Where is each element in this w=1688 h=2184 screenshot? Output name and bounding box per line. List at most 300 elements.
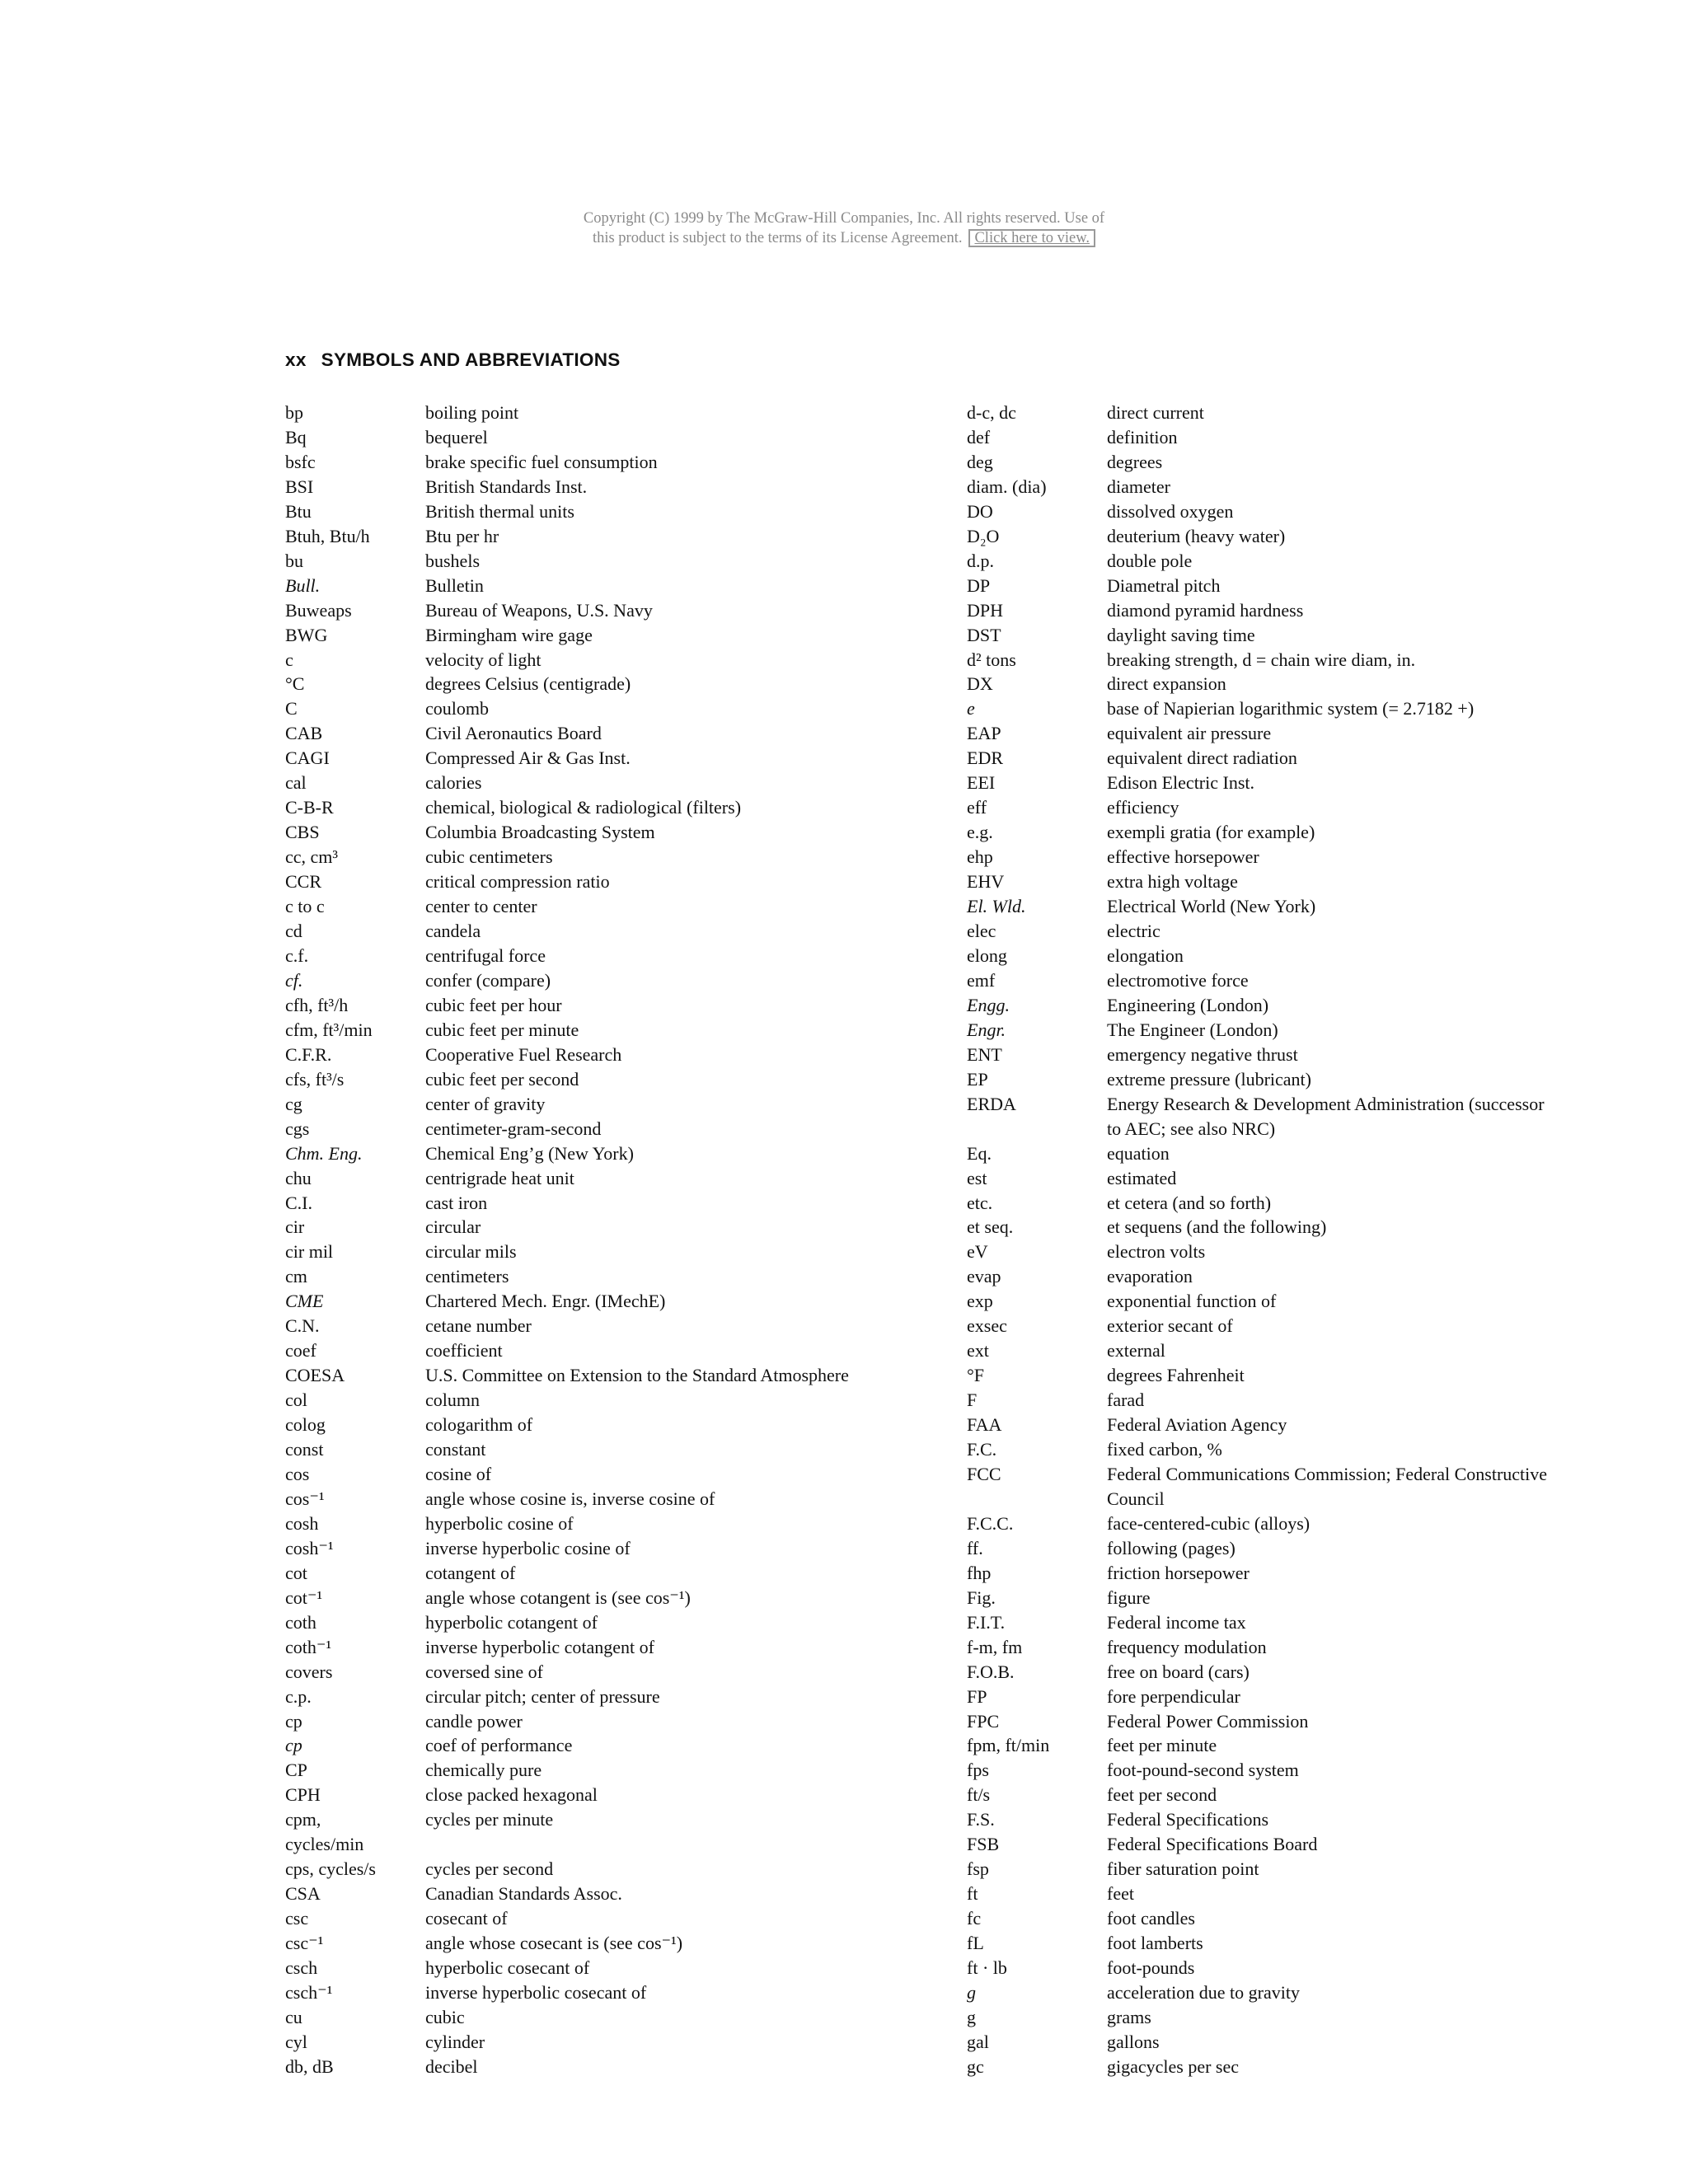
abbreviation-term: eff bbox=[967, 797, 987, 818]
abbreviation-definition: Bureau of Weapons, U.S. Navy bbox=[425, 599, 653, 621]
abbreviation-term: CPH bbox=[285, 1784, 321, 1806]
abbreviation-definition: critical compression ratio bbox=[425, 871, 610, 893]
abbreviation-entry bbox=[285, 820, 920, 845]
abbreviation-definition: constant bbox=[425, 1439, 486, 1460]
abbreviation-entry bbox=[285, 1511, 920, 1536]
abbreviation-term: FCC bbox=[967, 1463, 1001, 1484]
abbreviation-definition: effective horsepower bbox=[1107, 846, 1259, 868]
abbreviation-definition: diameter bbox=[1107, 476, 1170, 497]
abbreviation-term: emf bbox=[967, 969, 996, 991]
abbreviation-definition: cosine of bbox=[425, 1463, 492, 1484]
abbreviation-term: const bbox=[285, 1439, 324, 1460]
abbreviation-definition: Federal Specifications bbox=[1107, 1809, 1269, 1830]
abbreviation-definition: double pole bbox=[1107, 550, 1193, 571]
abbreviation-term: cot bbox=[285, 1562, 307, 1583]
abbreviation-entry bbox=[285, 1561, 920, 1586]
abbreviation-entry bbox=[967, 1882, 1601, 1906]
abbreviation-entry bbox=[285, 1437, 920, 1462]
abbreviation-entry bbox=[967, 1857, 1601, 1882]
abbreviation-term: c bbox=[285, 649, 293, 670]
abbreviation-term: CME bbox=[285, 1291, 324, 1312]
abbreviation-entry bbox=[285, 1215, 920, 1240]
abbreviation-entry bbox=[967, 1511, 1601, 1536]
abbreviation-entry bbox=[967, 475, 1601, 499]
abbreviation-term: diam. (dia) bbox=[967, 476, 1047, 497]
abbreviation-term: fL bbox=[967, 1933, 984, 1954]
abbreviation-definition: Btu per hr bbox=[425, 525, 499, 546]
abbreviation-term: cgs bbox=[285, 1118, 310, 1139]
abbreviation-term: est bbox=[967, 1167, 987, 1188]
abbreviation-definition: exterior secant of bbox=[1107, 1315, 1233, 1337]
abbreviation-term: FSB bbox=[967, 1834, 1000, 1855]
abbreviation-entry bbox=[967, 1685, 1601, 1709]
abbreviation-definition: cubic bbox=[425, 2006, 465, 2027]
page-header bbox=[285, 349, 621, 371]
abbreviation-entry bbox=[285, 549, 920, 574]
abbreviation-term: fhp bbox=[967, 1562, 992, 1583]
abbreviation-entry bbox=[285, 1733, 920, 1758]
abbreviation-term: F.S. bbox=[967, 1809, 995, 1830]
abbreviation-entry bbox=[285, 499, 920, 524]
abbreviation-term: elong bbox=[967, 944, 1007, 966]
abbreviation-entry bbox=[285, 1783, 920, 1807]
abbreviation-entry bbox=[967, 2005, 1601, 2030]
abbreviation-entry bbox=[285, 1758, 920, 1783]
abbreviation-entry bbox=[285, 1166, 920, 1191]
abbreviation-term: ENT bbox=[967, 1043, 1002, 1065]
abbreviation-definition: cetane number bbox=[425, 1315, 532, 1337]
abbreviation-entry bbox=[967, 1363, 1601, 1388]
abbreviation-entry bbox=[967, 1487, 1601, 1511]
abbreviation-definition: estimated bbox=[1107, 1167, 1177, 1188]
abbreviation-term: ff. bbox=[967, 1537, 983, 1558]
abbreviation-term: DO bbox=[967, 500, 993, 522]
abbreviation-definition: center to center bbox=[425, 896, 537, 917]
abbreviation-entry bbox=[285, 598, 920, 623]
abbreviation-definition: extra high voltage bbox=[1107, 871, 1238, 893]
abbreviation-definition: boiling point bbox=[425, 402, 519, 423]
abbreviation-entry bbox=[967, 1166, 1601, 1191]
abbreviation-term: covers bbox=[285, 1661, 333, 1682]
abbreviation-term: d² tons bbox=[967, 649, 1016, 670]
abbreviation-entry bbox=[967, 1906, 1601, 1931]
abbreviation-term: CAGI bbox=[285, 748, 330, 769]
abbreviation-entry bbox=[285, 1141, 920, 1166]
abbreviation-term: cos bbox=[285, 1463, 310, 1484]
abbreviation-entry bbox=[285, 1536, 920, 1561]
abbreviation-definition: Energy Research & Development Administration (successor bbox=[1107, 1093, 1545, 1114]
abbreviation-entry bbox=[967, 1289, 1601, 1314]
abbreviation-term: C bbox=[285, 698, 298, 719]
abbreviation-definition: acceleration due to gravity bbox=[1107, 1982, 1300, 2003]
abbreviation-entry bbox=[967, 1141, 1601, 1166]
abbreviation-definition: hyperbolic cosine of bbox=[425, 1512, 574, 1534]
abbreviation-definition: grams bbox=[1107, 2006, 1151, 2027]
abbreviation-term: ft · lb bbox=[967, 1957, 1007, 1979]
abbreviation-entry bbox=[285, 623, 920, 648]
abbreviation-term: CSA bbox=[285, 1883, 321, 1905]
abbreviation-entry bbox=[967, 1956, 1601, 1980]
abbreviation-entry bbox=[285, 968, 920, 993]
abbreviation-definition: inverse hyperbolic cosine of bbox=[425, 1537, 631, 1558]
abbreviation-term: CAB bbox=[285, 723, 323, 744]
abbreviation-term: csch bbox=[285, 1957, 318, 1979]
abbreviation-entry bbox=[967, 598, 1601, 623]
abbreviation-definition: frequency modulation bbox=[1107, 1636, 1267, 1657]
abbreviation-term: Eq. bbox=[967, 1142, 992, 1164]
abbreviation-entry bbox=[285, 845, 920, 869]
abbreviation-entry bbox=[967, 968, 1601, 993]
abbreviation-term: chu bbox=[285, 1167, 312, 1188]
abbreviation-definition: electromotive force bbox=[1107, 969, 1249, 991]
abbreviation-definition: decibel bbox=[425, 2055, 478, 2077]
abbreviation-entry bbox=[285, 1289, 920, 1314]
abbreviation-definition: gigacycles per sec bbox=[1107, 2055, 1240, 2077]
abbreviation-term: EP bbox=[967, 1068, 988, 1090]
abbreviation-term: fps bbox=[967, 1760, 989, 1781]
abbreviation-entry bbox=[967, 574, 1601, 598]
abbreviation-definition: coulomb bbox=[425, 698, 489, 719]
abbreviation-term: EAP bbox=[967, 723, 1001, 744]
abbreviation-definition: free on board (cars) bbox=[1107, 1661, 1250, 1682]
abbreviation-definition: hyperbolic cotangent of bbox=[425, 1611, 598, 1633]
abbreviation-definition: feet bbox=[1107, 1883, 1134, 1905]
abbreviation-definition: angle whose cotangent is (see cos⁻¹) bbox=[425, 1586, 691, 1608]
abbreviation-term: CBS bbox=[285, 822, 320, 843]
abbreviation-definition: brake specific fuel consumption bbox=[425, 451, 658, 472]
abbreviation-entry bbox=[285, 1363, 920, 1388]
abbreviation-definition: direct expansion bbox=[1107, 673, 1226, 695]
abbreviation-term: F bbox=[967, 1390, 978, 1411]
abbreviation-term: cfh, ft³/h bbox=[285, 994, 349, 1015]
abbreviation-term: deg bbox=[967, 451, 993, 472]
abbreviation-definition: efficiency bbox=[1107, 797, 1179, 818]
abbreviation-entry bbox=[285, 696, 920, 721]
abbreviation-definition: candle power bbox=[425, 1710, 523, 1732]
abbreviation-definition: Birmingham wire gage bbox=[425, 624, 593, 645]
abbreviation-term: cfs, ft³/s bbox=[285, 1068, 345, 1090]
abbreviation-term: ft bbox=[967, 1883, 978, 1905]
abbreviation-definition: feet per second bbox=[1107, 1784, 1217, 1806]
abbreviation-term: Btu bbox=[285, 500, 312, 522]
abbreviation-entry bbox=[285, 425, 920, 450]
abbreviation-definition: cologarithm of bbox=[425, 1414, 533, 1436]
abbreviation-entry bbox=[285, 1832, 920, 1857]
abbreviation-entry bbox=[967, 1586, 1601, 1610]
abbreviation-entry bbox=[967, 1660, 1601, 1685]
abbreviation-definition: Federal Communications Commission; Federal Constructive bbox=[1107, 1463, 1548, 1484]
abbreviation-entry bbox=[967, 1338, 1601, 1363]
abbreviation-term: elec bbox=[967, 921, 996, 942]
abbreviation-definition: et cetera (and so forth) bbox=[1107, 1192, 1272, 1213]
abbreviation-entry bbox=[967, 820, 1601, 845]
abbreviation-entry bbox=[967, 1709, 1601, 1734]
abbreviation-entry bbox=[285, 771, 920, 795]
abbreviation-definition: exponential function of bbox=[1107, 1291, 1277, 1312]
abbreviation-definition: close packed hexagonal bbox=[425, 1784, 598, 1806]
abbreviation-entry bbox=[967, 1092, 1601, 1117]
abbreviation-definition: Cooperative Fuel Research bbox=[425, 1043, 622, 1065]
abbreviation-term: g bbox=[967, 1982, 976, 2003]
abbreviation-term: coth⁻¹ bbox=[285, 1636, 332, 1657]
abbreviation-entry bbox=[967, 944, 1601, 968]
abbreviation-definition: Bulletin bbox=[425, 574, 484, 596]
abbreviation-definition: cycles per second bbox=[425, 1858, 554, 1880]
abbreviation-term: bu bbox=[285, 550, 303, 571]
abbreviation-definition: Federal income tax bbox=[1107, 1611, 1246, 1633]
abbreviation-entry bbox=[285, 1882, 920, 1906]
abbreviation-term: cpm, bbox=[285, 1809, 321, 1830]
abbreviation-term: cot⁻¹ bbox=[285, 1586, 323, 1608]
abbreviation-definition: electron volts bbox=[1107, 1241, 1206, 1263]
abbreviation-definition: cubic feet per minute bbox=[425, 1019, 579, 1040]
abbreviation-entry bbox=[285, 574, 920, 598]
abbreviation-definition: cubic feet per hour bbox=[425, 994, 562, 1015]
abbreviation-entry bbox=[285, 1807, 920, 1832]
abbreviation-term: g bbox=[967, 2006, 976, 2027]
abbreviation-definition: equivalent air pressure bbox=[1107, 723, 1272, 744]
abbreviation-term: C.N. bbox=[285, 1315, 320, 1337]
abbreviation-definition: figure bbox=[1107, 1586, 1151, 1608]
abbreviation-term: F.C. bbox=[967, 1439, 997, 1460]
abbreviation-definition: hyperbolic cosecant of bbox=[425, 1957, 590, 1979]
abbreviation-term: cu bbox=[285, 2006, 302, 2027]
abbreviation-definition: direct current bbox=[1107, 402, 1204, 423]
abbreviation-entry bbox=[285, 401, 920, 425]
abbreviation-definition: farad bbox=[1107, 1390, 1145, 1411]
abbreviation-entry bbox=[285, 795, 920, 820]
abbreviation-definition: coefficient bbox=[425, 1340, 503, 1361]
abbreviation-definition: following (pages) bbox=[1107, 1537, 1236, 1558]
abbreviation-definition: dissolved oxygen bbox=[1107, 500, 1234, 522]
abbreviation-definition: Chartered Mech. Engr. (IMechE) bbox=[425, 1291, 666, 1312]
abbreviation-entry bbox=[285, 1487, 920, 1511]
abbreviation-entry bbox=[285, 1314, 920, 1338]
abbreviation-entry bbox=[967, 1783, 1601, 1807]
abbreviation-entry bbox=[967, 1437, 1601, 1462]
abbreviation-definition: confer (compare) bbox=[425, 969, 551, 991]
abbreviation-term: fc bbox=[967, 1908, 982, 1929]
abbreviation-term: cc, cm³ bbox=[285, 846, 339, 868]
abbreviation-term: cm bbox=[285, 1266, 307, 1287]
abbreviation-term: e.g. bbox=[967, 822, 993, 843]
abbreviation-term: °F bbox=[967, 1365, 985, 1386]
abbreviation-entry bbox=[285, 450, 920, 475]
abbreviation-definition: degrees Fahrenheit bbox=[1107, 1365, 1245, 1386]
abbreviation-term: DP bbox=[967, 574, 991, 596]
abbreviation-term: def bbox=[967, 426, 991, 448]
abbreviation-term: csc bbox=[285, 1908, 309, 1929]
abbreviation-entry bbox=[285, 2055, 920, 2079]
abbreviation-term: cp bbox=[285, 1710, 302, 1732]
abbreviation-entry bbox=[967, 425, 1601, 450]
abbreviation-definition: Edison Electric Inst. bbox=[1107, 772, 1255, 794]
abbreviation-term: fpm, ft/min bbox=[967, 1735, 1050, 1756]
abbreviation-term: cosh⁻¹ bbox=[285, 1537, 334, 1558]
abbreviation-term: F.C.C. bbox=[967, 1512, 1014, 1534]
abbreviation-term: d.p. bbox=[967, 550, 994, 571]
abbreviation-entry bbox=[967, 696, 1601, 721]
abbreviation-definition: circular mils bbox=[425, 1241, 517, 1263]
abbreviation-entry bbox=[285, 1857, 920, 1882]
abbreviation-definition: external bbox=[1107, 1340, 1165, 1361]
abbreviation-definition: foot-pounds bbox=[1107, 1957, 1195, 1979]
abbreviation-definition: Canadian Standards Assoc. bbox=[425, 1883, 622, 1905]
abbreviation-entry bbox=[967, 524, 1601, 549]
abbreviation-term: COESA bbox=[285, 1365, 345, 1386]
abbreviation-definition: fiber saturation point bbox=[1107, 1858, 1259, 1880]
abbreviation-definition: column bbox=[425, 1390, 480, 1411]
abbreviation-term: F.O.B. bbox=[967, 1661, 1015, 1682]
abbreviation-entry bbox=[967, 1413, 1601, 1437]
abbreviation-definition: British Standards Inst. bbox=[425, 476, 588, 497]
abbreviation-definition: fixed carbon, % bbox=[1107, 1439, 1222, 1460]
abbreviation-term: Engr. bbox=[967, 1019, 1006, 1040]
abbreviation-definition: angle whose cosine is, inverse cosine of bbox=[425, 1488, 715, 1509]
abbreviation-entry bbox=[967, 2030, 1601, 2055]
abbreviation-term: bp bbox=[285, 402, 303, 423]
abbreviation-definition: chemically pure bbox=[425, 1760, 542, 1781]
abbreviation-term: gc bbox=[967, 2055, 984, 2077]
abbreviation-definition: calories bbox=[425, 772, 482, 794]
abbreviation-definition: angle whose cosecant is (see cos⁻¹) bbox=[425, 1933, 683, 1954]
page-title: SYMBOLS AND ABBREVIATIONS bbox=[321, 349, 621, 370]
abbreviation-definition: gallons bbox=[1107, 2031, 1160, 2052]
abbreviation-entry bbox=[967, 1314, 1601, 1338]
abbreviation-definition: fore perpendicular bbox=[1107, 1685, 1240, 1707]
abbreviation-term: db, dB bbox=[285, 2055, 334, 2077]
abbreviation-term: °C bbox=[285, 673, 305, 695]
abbreviation-definition: face-centered-cubic (alloys) bbox=[1107, 1512, 1311, 1534]
license-link[interactable]: Click here to view. bbox=[968, 229, 1095, 247]
abbreviation-entry bbox=[285, 1586, 920, 1610]
copyright-line-2-text: this product is subject to the terms of its License Agreement. bbox=[592, 230, 963, 246]
abbreviation-definition: Federal Power Commission bbox=[1107, 1710, 1309, 1732]
abbreviation-term: FPC bbox=[967, 1710, 1000, 1732]
abbreviation-term: cir bbox=[285, 1216, 305, 1238]
abbreviation-term: cp bbox=[285, 1735, 302, 1756]
abbreviation-definition: Civil Aeronautics Board bbox=[425, 723, 602, 744]
abbreviation-term: EHV bbox=[967, 871, 1005, 893]
abbreviation-term: csc⁻¹ bbox=[285, 1933, 324, 1954]
abbreviation-entry bbox=[285, 1462, 920, 1487]
abbreviation-entry bbox=[967, 450, 1601, 475]
abbreviation-entry bbox=[285, 869, 920, 894]
abbreviation-definition: exempli gratia (for example) bbox=[1107, 822, 1315, 843]
abbreviation-term: evap bbox=[967, 1266, 1001, 1287]
abbreviation-entry bbox=[285, 1043, 920, 1067]
abbreviation-definition: Electrical World (New York) bbox=[1107, 896, 1316, 917]
abbreviation-definition: to AEC; see also NRC) bbox=[1107, 1118, 1276, 1139]
abbreviation-term: coef bbox=[285, 1340, 316, 1361]
abbreviation-term: ext bbox=[967, 1340, 989, 1361]
abbreviation-definition: elongation bbox=[1107, 944, 1184, 966]
abbreviation-definition: evaporation bbox=[1107, 1266, 1193, 1287]
abbreviation-term: col bbox=[285, 1390, 307, 1411]
abbreviation-entry bbox=[967, 549, 1601, 574]
abbreviation-definition: candela bbox=[425, 921, 481, 942]
abbreviation-term: cps, cycles/s bbox=[285, 1858, 376, 1880]
abbreviation-entry bbox=[967, 919, 1601, 944]
abbreviation-entry bbox=[285, 894, 920, 919]
abbreviation-definition: base of Napierian logarithmic system (= 2.7182 +) bbox=[1107, 698, 1475, 719]
abbreviation-entry bbox=[967, 648, 1601, 673]
abbreviation-entry bbox=[285, 721, 920, 746]
abbreviation-entry bbox=[967, 1931, 1601, 1956]
abbreviation-term: cg bbox=[285, 1093, 302, 1114]
abbreviation-definition: electric bbox=[1107, 921, 1160, 942]
abbreviation-entry bbox=[967, 1043, 1601, 1067]
abbreviation-term: EDR bbox=[967, 748, 1003, 769]
abbreviation-entry bbox=[967, 672, 1601, 696]
abbreviation-entry bbox=[285, 1906, 920, 1931]
abbreviation-definition: cylinder bbox=[425, 2031, 485, 2052]
abbreviation-definition: degrees Celsius (centigrade) bbox=[425, 673, 631, 695]
abbreviation-term: Engg. bbox=[967, 994, 1010, 1015]
abbreviation-entry bbox=[285, 944, 920, 968]
abbreviation-entry bbox=[285, 1018, 920, 1043]
abbreviation-definition: centrifugal force bbox=[425, 944, 546, 966]
abbreviation-term: DST bbox=[967, 624, 1001, 645]
abbreviation-entry bbox=[967, 1610, 1601, 1635]
abbreviation-entry bbox=[285, 1660, 920, 1685]
abbreviation-definition: feet per minute bbox=[1107, 1735, 1217, 1756]
abbreviation-term: F.I.T. bbox=[967, 1611, 1006, 1633]
abbreviation-definition: foot-pound-second system bbox=[1107, 1760, 1299, 1781]
abbreviation-definition: breaking strength, d = chain wire diam, in. bbox=[1107, 649, 1416, 670]
abbreviation-entry bbox=[967, 771, 1601, 795]
abbreviation-definition: cosecant of bbox=[425, 1908, 508, 1929]
abbreviation-entry bbox=[967, 1536, 1601, 1561]
abbreviation-entry bbox=[967, 1388, 1601, 1413]
abbreviation-definition bbox=[425, 1832, 920, 1857]
abbreviation-definition: equivalent direct radiation bbox=[1107, 748, 1297, 769]
abbreviation-entry bbox=[967, 1240, 1601, 1264]
abbreviation-definition: bushels bbox=[425, 550, 480, 571]
abbreviation-term: C.F.R. bbox=[285, 1043, 332, 1065]
abbreviation-term: EEI bbox=[967, 772, 996, 794]
abbreviation-entry bbox=[967, 1832, 1601, 1857]
abbreviation-definition: U.S. Committee on Extension to the Standard Atmosphere bbox=[425, 1365, 849, 1386]
abbreviation-entry bbox=[285, 993, 920, 1018]
abbreviation-term: etc. bbox=[967, 1192, 993, 1213]
abbreviation-term: cd bbox=[285, 921, 302, 942]
abbreviation-term: C.I. bbox=[285, 1192, 312, 1213]
abbreviation-entry bbox=[285, 475, 920, 499]
abbreviation-term: Bq bbox=[285, 426, 307, 448]
abbreviation-definition: cotangent of bbox=[425, 1562, 516, 1583]
abbreviation-term: cir mil bbox=[285, 1241, 334, 1263]
abbreviation-entry bbox=[285, 919, 920, 944]
abbreviation-entry bbox=[967, 746, 1601, 771]
abbreviation-definition: British thermal units bbox=[425, 500, 574, 522]
abbreviation-term: Chm. Eng. bbox=[285, 1142, 363, 1164]
abbreviation-entry bbox=[967, 1462, 1601, 1487]
abbreviation-term: cycles/min bbox=[285, 1834, 364, 1855]
abbreviation-entry bbox=[285, 2030, 920, 2055]
abbreviation-entry bbox=[285, 1388, 920, 1413]
abbreviation-definition: Diametral pitch bbox=[1107, 574, 1221, 596]
abbreviation-term: ERDA bbox=[967, 1093, 1016, 1114]
abbreviation-entry bbox=[285, 1931, 920, 1956]
abbreviation-definition: Federal Aviation Agency bbox=[1107, 1414, 1287, 1436]
abbreviation-entry bbox=[967, 1980, 1601, 2005]
abbreviation-entry bbox=[285, 1413, 920, 1437]
abbreviation-entry bbox=[967, 1807, 1601, 1832]
abbreviation-entry bbox=[967, 1018, 1601, 1043]
abbreviation-definition: centimeter-gram-second bbox=[425, 1118, 602, 1139]
abbreviation-entry bbox=[285, 1610, 920, 1635]
